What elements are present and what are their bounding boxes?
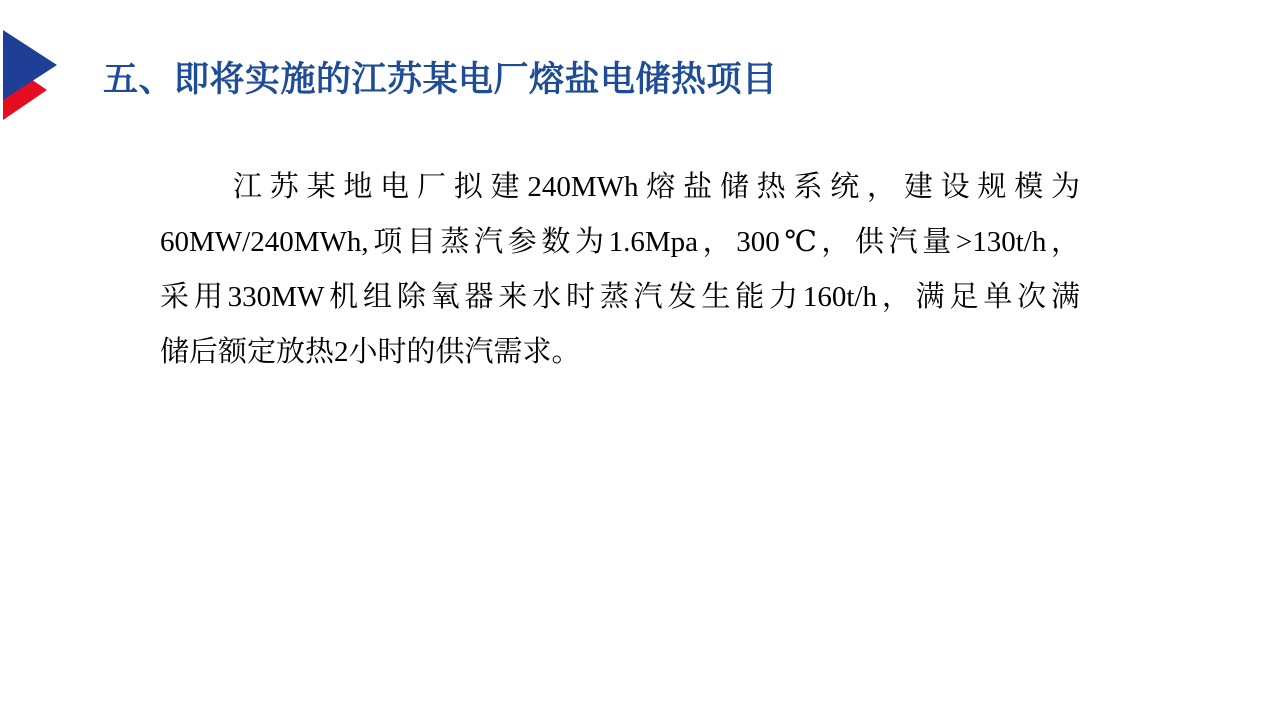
body-line-1: 江苏某地电厂拟建240MWh熔盐储热系统，建设规模为: [233, 171, 1080, 203]
body-paragraph: [160, 160, 1080, 380]
slide-title: 五、即将实施的江苏某电厂熔盐电储热项目: [103, 60, 778, 99]
body-line-3: 采用330MW机组除氧器来水时蒸汽发生能力160t/h，满足单次满: [160, 281, 1080, 313]
slide-corner-marker: [0, 0, 70, 140]
body-line-4: 储后额定放热2小时的供汽需求。: [160, 336, 581, 368]
body-line-2: 60MW/240MWh,项目蒸汽参数为1.6Mpa，300℃，供汽量>130t/h，: [160, 226, 1080, 258]
